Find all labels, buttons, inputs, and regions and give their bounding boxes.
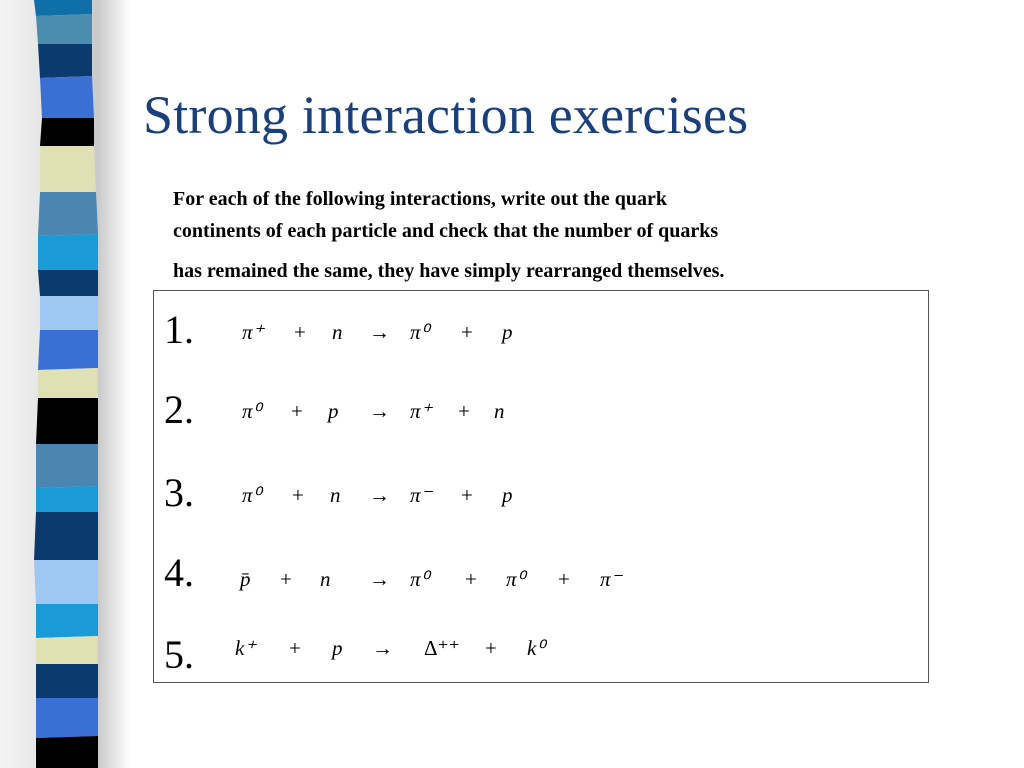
- equation-term: π⁺: [242, 320, 264, 344]
- equation-term: +: [485, 636, 497, 660]
- equation-term: →: [369, 483, 390, 507]
- equation-term: →: [372, 636, 393, 660]
- equation-term: k⁺: [235, 636, 256, 660]
- equation-term: →: [369, 567, 390, 591]
- instructions-line: has remained the same, they have simply rearranged themselves.: [173, 260, 725, 282]
- instructions-line: For each of the following interactions, write out the quark: [173, 188, 668, 210]
- equation-term: p̄: [240, 567, 251, 591]
- equation-term: π⁻: [410, 483, 432, 507]
- equation-term: Δ⁺⁺: [424, 636, 460, 660]
- decorative-strip-graphic: [28, 0, 100, 768]
- equation-term: k⁰: [527, 636, 545, 660]
- equation-term: n: [332, 320, 343, 344]
- equation-term: →: [369, 320, 390, 344]
- exercise-number: 4.: [164, 550, 194, 595]
- exercise-number: 3.: [164, 470, 194, 515]
- equation-term: n: [330, 483, 341, 507]
- exercise-number: 1.: [164, 307, 194, 352]
- equation-term: +: [465, 567, 477, 591]
- equation-term: n: [494, 399, 505, 423]
- slide-title: Strong interaction exercises: [143, 85, 749, 145]
- decorative-strip: [28, 0, 100, 768]
- instructions-line: continents of each particle and check that the number of quarks: [173, 220, 719, 242]
- equation-term: →: [369, 399, 390, 423]
- equation-term: π⁰: [410, 567, 429, 591]
- equation-term: +: [291, 399, 303, 423]
- equation-term: p: [502, 320, 513, 344]
- equation-term: p: [332, 636, 343, 660]
- equation-term: +: [289, 636, 301, 660]
- equation-term: +: [292, 483, 304, 507]
- equation-term: π⁻: [600, 567, 622, 591]
- equation-term: +: [294, 320, 306, 344]
- equation-term: +: [458, 399, 470, 423]
- equation-term: π⁺: [410, 399, 432, 423]
- equation-term: +: [461, 483, 473, 507]
- equation-term: π⁰: [410, 320, 429, 344]
- equation-term: π⁰: [242, 483, 261, 507]
- exercises-box: [153, 290, 929, 683]
- equation-term: n: [320, 567, 331, 591]
- equation-term: π⁰: [242, 399, 261, 423]
- equation-term: +: [558, 567, 570, 591]
- equation-term: +: [461, 320, 473, 344]
- equation-term: π⁰: [506, 567, 525, 591]
- equation-term: p: [502, 483, 513, 507]
- exercise-number: 2.: [164, 387, 194, 432]
- exercise-number: 5.: [164, 632, 194, 677]
- equation-term: +: [280, 567, 292, 591]
- equation-term: p: [328, 399, 339, 423]
